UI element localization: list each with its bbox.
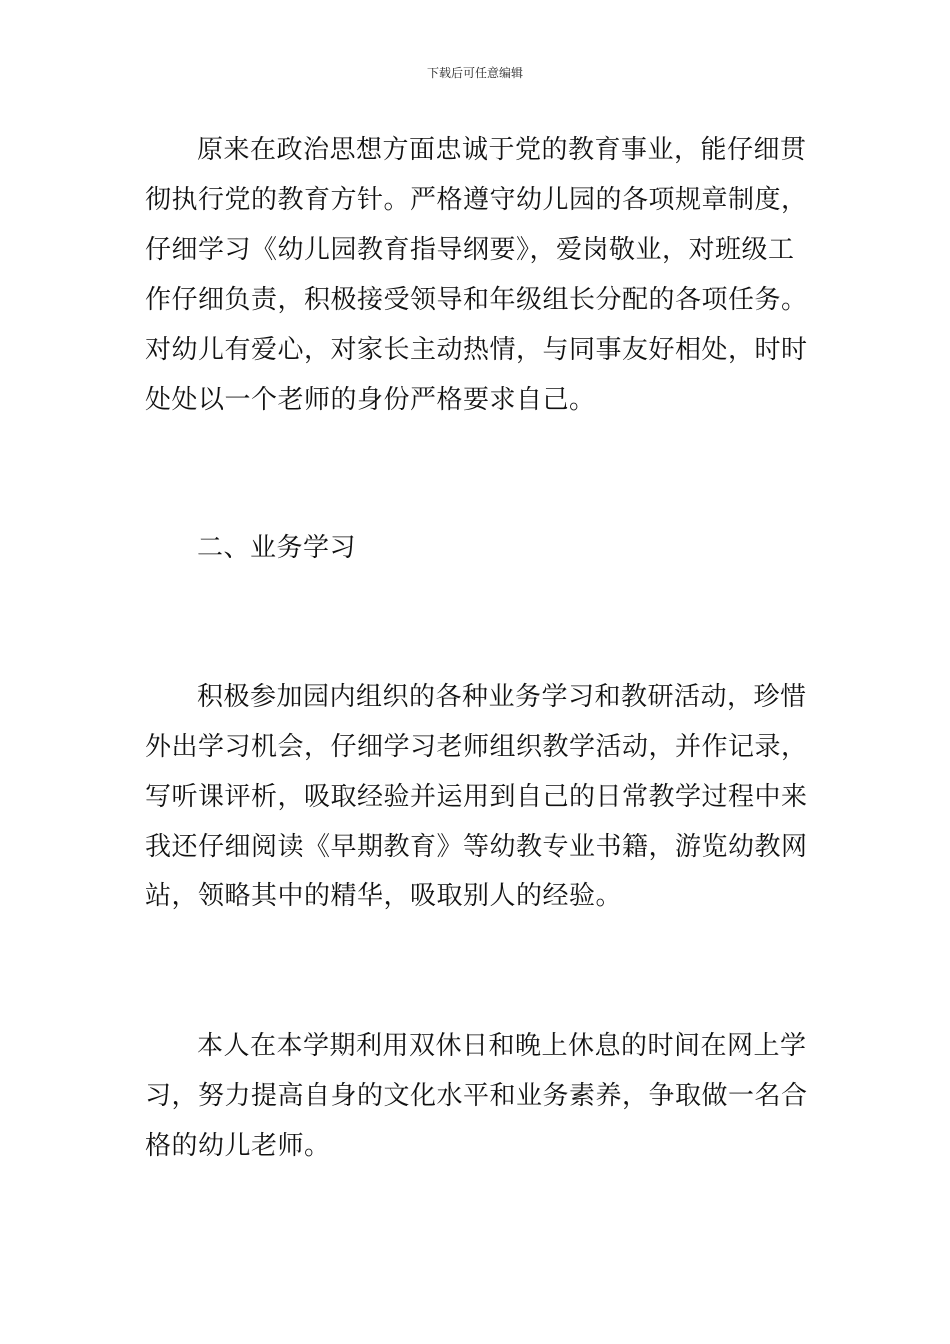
paragraph-line: 习，努力提高自身的文化水平和业务素养，争取做一名合 [145, 1081, 808, 1111]
paragraph-line: 彻执行党的教育方针。严格遵守幼儿园的各项规章制度， [145, 185, 808, 215]
paragraph-line: 外出学习机会，仔细学习老师组织教学活动，并作记录， [145, 732, 808, 762]
paragraph-line: 站，领略其中的精华，吸取别人的经验。 [145, 881, 623, 911]
section-heading: 二、业务学习 [197, 533, 357, 563]
paragraph-line: 原来在政治思想方面忠诚于党的教育事业，能仔细贯 [197, 135, 807, 165]
paragraph-line: 本人在本学期利用双休日和晚上休息的时间在网上学 [197, 1031, 807, 1061]
paragraph-line: 作仔细负责，积极接受领导和年级组长分配的各项任务。 [145, 285, 808, 315]
paragraph-line: 对幼儿有爱心，对家长主动热情，与同事友好相处，时时 [145, 335, 808, 365]
paragraph-line: 处处以一个老师的身份严格要求自己。 [145, 385, 596, 415]
paragraph-line: 格的幼儿老师。 [145, 1131, 331, 1161]
paragraph-line: 仔细学习《幼儿园教育指导纲要》，爱岗敬业，对班级工 [145, 235, 795, 265]
paragraph-line: 我还仔细阅读《早期教育》等幼教专业书籍，游览幼教网 [145, 832, 808, 862]
page-header: 下载后可任意编辑 [426, 66, 523, 80]
paragraph-line: 积极参加园内组织的各种业务学习和教研活动，珍惜 [197, 682, 807, 712]
paragraph-line: 写听课评析，吸取经验并运用到自己的日常教学过程中来 [145, 782, 808, 812]
